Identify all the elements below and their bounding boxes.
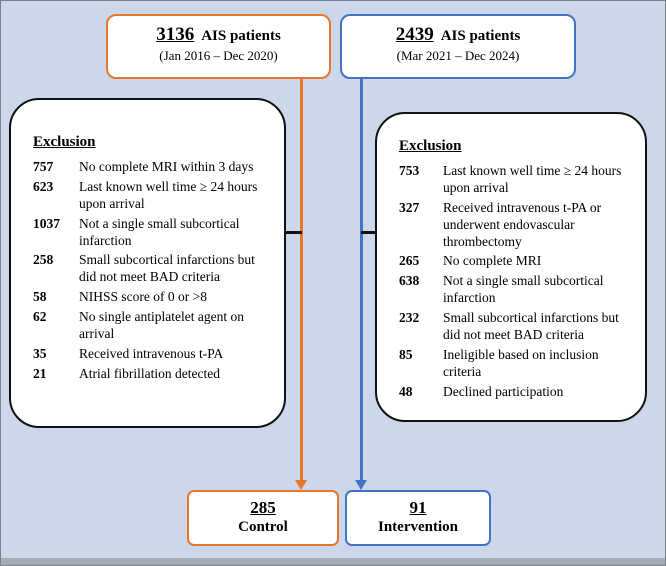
exclusion-item (33, 366, 270, 383)
exclusion-count: 623 (33, 178, 54, 194)
exclusion-count: 21 (33, 365, 47, 381)
result-count: 285 (250, 498, 276, 517)
exclusion-label: No complete MRI within 3 days (79, 159, 254, 174)
exclusion-title: Exclusion (33, 134, 96, 150)
exclusion-item (33, 289, 270, 306)
cohort-label: AIS patients (201, 28, 281, 44)
exclusion-count: 58 (33, 289, 47, 305)
exclusion-count: 62 (33, 309, 47, 324)
exclusion-count: 327 (399, 199, 420, 215)
exclusion-label: Not a single small subcortical infarction (443, 273, 604, 306)
exclusion-item (33, 159, 270, 176)
exclusion-count: 85 (399, 346, 413, 362)
cohort-count: 3136 (156, 24, 195, 45)
cohort-count-line (108, 24, 329, 46)
exclusion-label: Not a single small subcortical infarction (79, 215, 240, 248)
control-flow-arrowhead-icon (295, 480, 307, 490)
exclusion-box-left (9, 98, 286, 428)
exclusion-count: 258 (33, 252, 54, 268)
exclusion-label: Ineligible based on inclusion criteria (443, 346, 599, 379)
exclusion-item (399, 347, 631, 381)
exclusion-count: 48 (399, 383, 413, 399)
exclusion-item (399, 273, 631, 307)
cohort-period: (Mar 2021 – Dec 2024) (396, 48, 520, 63)
cohort-label: AIS patients (440, 28, 521, 44)
exclusion-label: No single antiplatelet agent on arrival (79, 309, 244, 341)
exclusion-item (399, 253, 631, 270)
exclusion-count: 638 (399, 273, 420, 289)
exclusion-label: Received intravenous t-PA or underwent endovascular thrombectomy (443, 199, 602, 249)
result-box-intervention (345, 490, 491, 546)
exclusion-item (33, 309, 270, 343)
result-box-control (187, 490, 339, 546)
cohort-count: 2439 (395, 24, 434, 45)
exclusion-item (399, 310, 631, 344)
exclusion-item (33, 252, 270, 286)
exclusion-item (399, 163, 631, 197)
exclusion-title: Exclusion (399, 138, 462, 154)
exclusion-count: 753 (399, 163, 420, 178)
exclusion-label: Small subcortical infarctions but did not meet BAD criteria (79, 252, 255, 285)
exclusion-label: Last known well time ≥ 24 hours upon arrival (443, 163, 622, 195)
cohort-box-intervention-source (340, 14, 576, 79)
exclusion-item (33, 216, 270, 250)
exclusion-label: Atrial fibrillation detected (79, 365, 220, 381)
exclusion-label: No complete MRI (443, 253, 542, 269)
left-exclusion-connector-line (284, 231, 302, 234)
result-label: Intervention (378, 519, 458, 535)
cohort-box-control-source (106, 14, 331, 79)
exclusion-item (33, 346, 270, 363)
result-count: 91 (409, 498, 427, 517)
intervention-flow-arrow-line (360, 79, 363, 480)
exclusion-item (399, 384, 631, 401)
exclusion-item (33, 179, 270, 213)
figure-bottom-border (1, 558, 665, 565)
result-label: Control (238, 519, 288, 535)
exclusion-count: 265 (399, 253, 420, 269)
exclusion-count: 757 (33, 159, 54, 174)
exclusion-item (399, 200, 631, 251)
exclusion-count: 1037 (33, 215, 60, 231)
cohort-count-line (342, 24, 574, 46)
exclusion-label: NIHSS score of 0 or >8 (79, 289, 207, 305)
exclusion-count: 35 (33, 345, 47, 361)
exclusion-label: Declined participation (443, 383, 564, 399)
intervention-flow-arrowhead-icon (355, 480, 367, 490)
exclusion-label: Small subcortical infarctions but did not meet BAD criteria (443, 310, 619, 342)
exclusion-count: 232 (399, 310, 420, 325)
exclusion-label: Received intravenous t-PA (79, 345, 224, 361)
cohort-period: (Jan 2016 – Dec 2020) (159, 48, 278, 63)
exclusion-label: Last known well time ≥ 24 hours upon arrival (79, 178, 258, 211)
control-flow-arrow-line (300, 79, 303, 480)
exclusion-box-right (375, 112, 647, 422)
